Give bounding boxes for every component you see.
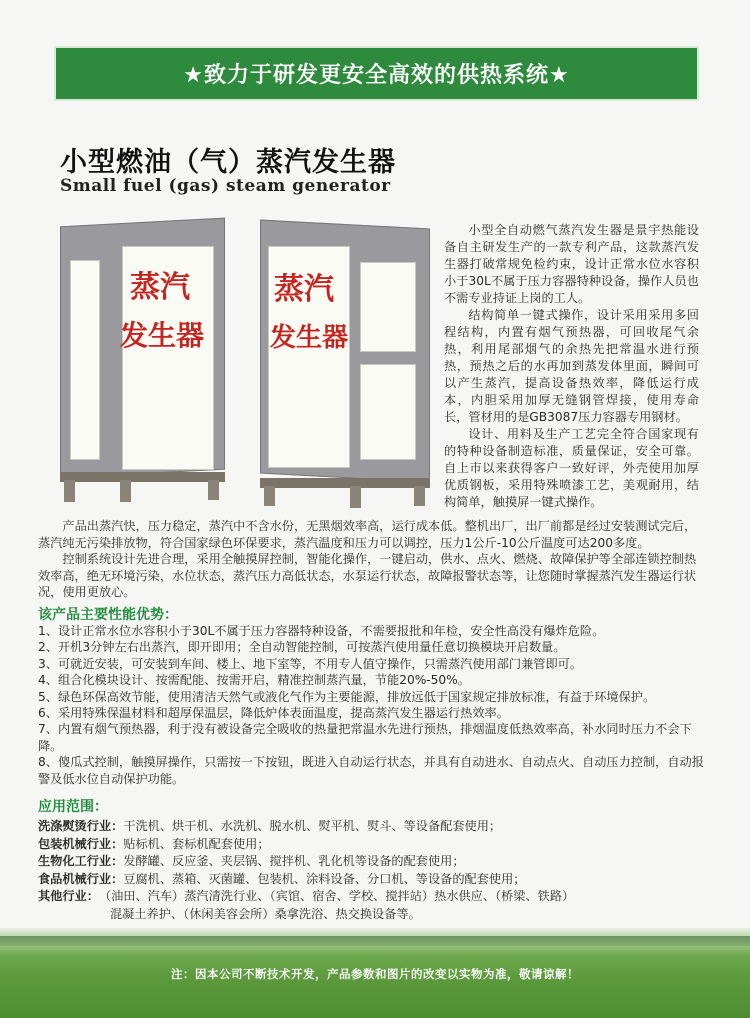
intro-paragraph: 小型全自动燃气蒸汽发生器是景宇热能设备自主研发生产的一款专利产品，这款蒸汽发生器打破常规免检约束，设计正常水位水容积小于30L不属于压力容器特种设备，操作人员也不需专业持证上岗的工人。 bbox=[444, 223, 699, 305]
product-label-line2: 发生器 bbox=[270, 323, 349, 353]
footer-treeline bbox=[0, 936, 750, 946]
application-row bbox=[38, 888, 706, 906]
feature-item: 2、开机3分钟左右出蒸汽，即开即用；全自动智能控制，可按蒸汽使用量任意切换模块开启数量。 bbox=[38, 640, 566, 655]
feature-item: 5、绿色环保高效节能，使用清洁天然气或液化气作为主要能源，排放远低于国家规定排放标准，有益于环境保护。 bbox=[38, 689, 656, 704]
feature-item: 3、可就近安装，可安装到车间、楼上、地下室等，不用专人值守操作，只需蒸汽使用部门兼管即可。 bbox=[38, 656, 583, 671]
steam-generator-left bbox=[60, 210, 225, 502]
application-row bbox=[38, 836, 706, 854]
features-list bbox=[38, 623, 706, 787]
feature-item: 7、内置有烟气预热器，利于没有被设备完全吸收的热量把常温水先进行预热，排烟温度低热效率高，补水同时压力不会下降。 bbox=[38, 722, 692, 753]
product-label-line1: 蒸汽 bbox=[130, 270, 190, 305]
intro-paragraph: 结构简单一键式操作，设计采用采用多回程结构，内置有烟气预热器，可回收尾气余热，利用尾部烟气的余热先把常温水进行预热，预热之后的水再加到蒸发体里面，瞬间可以产生蒸汽，提高设备热效率，降低运行成本，内胆采用加厚无缝钢管焊接，使用寿命长，管材用的是GB3087压力容器专用钢材。 bbox=[444, 308, 699, 424]
body-paragraph: 产品出蒸汽快，压力稳定，蒸汽中不含水份，无黑烟效率高，运行成本低。整机出厂，出厂前都是经过安装测试完后，蒸汽纯无污染排放物，符合国家绿色环保要求，蒸汽温度和压力可以调控，压力1公斤-10公斤温度可达200多度。 bbox=[38, 519, 697, 550]
application-row bbox=[38, 871, 706, 889]
feature-item: 8、傻瓜式控制，触摸屏操作，只需按一下按钮，既进入自动运行状态，并具有自动进水、自动点火、自动压力控制，自动报警及低水位自动保护功能。 bbox=[38, 755, 704, 786]
slogan-text: ★致力于研发更安全高效的供热系统★ bbox=[183, 63, 570, 88]
body-text bbox=[38, 518, 706, 601]
feature-item: 4、组合化模块设计、按需配能、按需开启，精准控制蒸汽量，节能20%-50%。 bbox=[38, 673, 470, 688]
application-row bbox=[38, 818, 706, 836]
product-photo bbox=[60, 210, 432, 512]
application-continuation: 混凝土养护、（休闲美容会所）桑拿洗浴、热交换设备等。 bbox=[110, 906, 421, 921]
application-key: 生物化工行业： bbox=[38, 854, 124, 868]
feature-item: 6、采用特殊保温材料和超厚保温层，降低炉体表面温度，提高蒸汽发生器运行热效率。 bbox=[38, 706, 509, 721]
application-value: （油田、汽车）蒸汽清洗行业、（宾馆、宿舍、学校、搅拌站）热水供应、（桥梁、铁路） bbox=[98, 889, 575, 903]
features-heading: 该产品主要性能优势： bbox=[38, 607, 178, 623]
slogan-banner bbox=[54, 46, 699, 101]
body-paragraph: 控制系统设计先进合理，采用全触摸屏控制，智能化操作，一键启动，供水、点火、燃烧、故障保护等全部连锁控制热效率高，绝无环境污染，水位状态，蒸汽压力高低状态，水泵运行状态，故障报警状态等，让您随时掌握蒸汽发生器运行状况，使用更放心。 bbox=[38, 552, 697, 600]
product-title-cn: 小型燃油（气）蒸汽发生器 bbox=[60, 147, 396, 178]
intro-text bbox=[444, 222, 699, 511]
application-value: 干洗机、烘干机、水洗机、脱水机、熨平机、熨斗、等设备配套使用； bbox=[123, 819, 502, 833]
application-key: 洗涤熨烫行业： bbox=[38, 819, 124, 833]
application-key: 包装机械行业： bbox=[38, 836, 124, 851]
applications-heading: 应用范围： bbox=[38, 799, 108, 815]
applications-list bbox=[38, 818, 706, 923]
footer-note: 注：因本公司不断技术开发，产品参数和图片的改变以实物为准，敬请谅解！ bbox=[171, 967, 579, 981]
product-label-line1: 蒸汽 bbox=[274, 272, 334, 307]
feature-item: 1、设计正常水位水容积小于30L不属于压力容器特种设备，不需要报批和年检，安全性高没有爆炸危险。 bbox=[38, 624, 605, 638]
product-title-en: Small fuel (gas) steam generator bbox=[60, 176, 391, 196]
product-label-line2: 发生器 bbox=[120, 319, 205, 352]
application-value: 发酵罐、反应釜、夹层锅、搅拌机、乳化机等设备的配套使用； bbox=[123, 854, 465, 868]
application-key: 其他行业： bbox=[38, 889, 99, 903]
steam-generator-right bbox=[260, 216, 430, 506]
application-value: 豆腐机、蒸箱、灭菌罐、包装机、涂料设备、分口机、等设备的配套使用； bbox=[123, 871, 526, 886]
application-row bbox=[38, 853, 706, 871]
intro-paragraph: 设计、用料及生产工艺完全符合国家现有的特种设备制造标准，质量保证，安全可靠。自上市以来获得客户一致好评，外壳使用加厚优质钢板，采用特殊喷漆工艺，美观耐用，结构简单，触摸屏一键式操作。 bbox=[444, 427, 699, 509]
application-value: 贴标机、套标机配套使用； bbox=[123, 836, 270, 851]
application-key: 食品机械行业： bbox=[38, 871, 124, 886]
